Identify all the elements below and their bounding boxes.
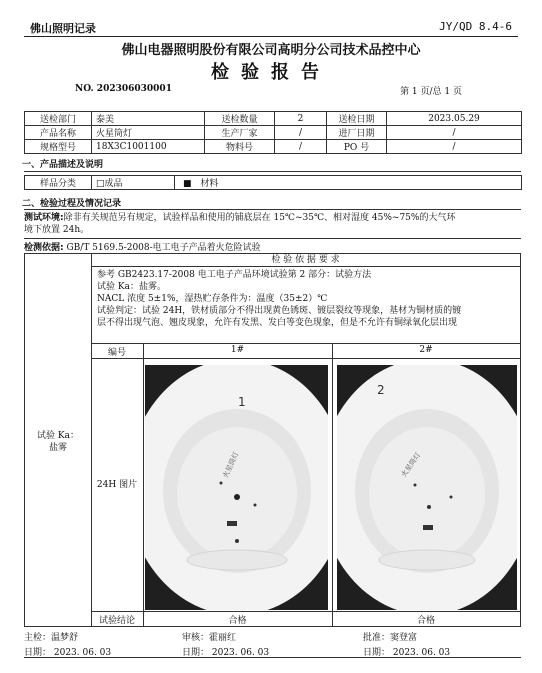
cell-value: 18X3C1001100 xyxy=(92,140,205,154)
inspector: 主检：温梦舒 xyxy=(24,633,79,643)
col-number-label: 编号 xyxy=(107,348,126,358)
test-type-line-1: 试验 Ka： xyxy=(37,431,79,441)
sample-class-table xyxy=(24,175,522,190)
requirements-text xyxy=(97,269,516,329)
req-line: 层不得出现气泡、翘皮现象，允许有发黑、发白等变色现象，但是不允许有铜绿氧化层出现 xyxy=(97,318,458,328)
row-divider xyxy=(91,611,520,612)
env-label: 测试环境: xyxy=(24,213,64,223)
divider xyxy=(24,209,521,210)
page-info: 第 1 页/总 1 页 xyxy=(400,87,462,97)
req-line: NACL 浓度 5±1%，湿热贮存条件为：温度（35±2）℃ xyxy=(97,294,328,304)
document-code: JY/QD 8.4-6 xyxy=(439,20,512,33)
company-short-name: 佛山照明记录 xyxy=(30,22,96,35)
result-1: 合格 xyxy=(228,616,247,626)
handwritten-label-2: 火星筒灯 xyxy=(399,451,423,479)
test-table xyxy=(24,253,521,627)
cell-value: / xyxy=(387,126,522,140)
bottom-divider xyxy=(24,657,521,658)
cell-label: PO 号 xyxy=(327,140,387,154)
cell-value: / xyxy=(387,140,522,154)
approver: 批准：窦登富 xyxy=(363,633,418,643)
col-divider xyxy=(143,343,144,626)
env-text-1: 除非有关规范另有规定，试验样品和使用的铺底层在 15℃~35℃、相对湿度 45%~75%的大气环 xyxy=(63,213,456,223)
handwritten-label-1: 火星筒灯 xyxy=(221,450,241,480)
result-2: 合格 xyxy=(416,616,435,626)
cell-value: 泰美 xyxy=(92,112,205,126)
reviewer-date: 日期： 2023. 06. 03 xyxy=(182,648,270,658)
test-basis xyxy=(24,240,521,253)
section-1-title: 一、产品描述及说明 xyxy=(22,160,104,170)
table-row xyxy=(25,140,522,154)
test-environment xyxy=(24,212,521,236)
header-divider xyxy=(24,36,518,37)
cell-value: / xyxy=(275,140,327,154)
downlight-image xyxy=(145,365,328,610)
sample-1-photo xyxy=(145,365,328,610)
option-finished: □成品 xyxy=(92,176,175,190)
checked-box-icon: ■ xyxy=(183,179,192,189)
env-text-2: 境下放置 24h。 xyxy=(24,225,90,235)
section-2-title: 二、检验过程及情况记录 xyxy=(22,199,122,209)
cell-label: 进厂日期 xyxy=(327,126,387,140)
col-divider xyxy=(332,343,333,626)
req-line: 参考 GB2423.17-2008 电工电子产品环境试验第 2 部分：试验方法 xyxy=(97,270,372,280)
downlight-image xyxy=(337,365,517,610)
cell-value: 2023.05.29 xyxy=(387,112,522,126)
cell-value: 火星筒灯 xyxy=(92,126,205,140)
report-number: NO. 202306030001 xyxy=(75,84,172,94)
sample-1-label: 1# xyxy=(230,345,245,355)
test-type-label xyxy=(25,430,91,454)
reviewer: 审核：霍丽红 xyxy=(182,633,237,643)
approver-date: 日期： 2023. 06. 03 xyxy=(363,648,451,658)
photo-label: 24H 图片 xyxy=(96,480,138,490)
cell-label: 物料号 xyxy=(205,140,275,154)
col-divider xyxy=(91,254,92,626)
handwritten-number-1: 1 xyxy=(238,395,246,409)
cell-label: 送检数量 xyxy=(205,112,275,126)
report-title: 检验报告 xyxy=(211,62,331,83)
req-line: 试验 Ka：盐雾。 xyxy=(97,282,166,292)
cell-label: 产品名称 xyxy=(25,126,92,140)
signature-area xyxy=(24,627,521,657)
req-line: 试验判定：试验 24H，铁材质部分不得出现黄色锈斑、镀层裂纹等现象，基材为铜材质的镀 xyxy=(97,306,462,316)
option-material-label: 材料 xyxy=(200,179,219,189)
option-material xyxy=(175,176,522,190)
table-row xyxy=(25,126,522,140)
cell-label: 送检部门 xyxy=(25,112,92,126)
cell-label: 送检日期 xyxy=(327,112,387,126)
cell-value: / xyxy=(275,126,327,140)
sample-2-photo xyxy=(337,365,517,610)
table-row xyxy=(25,112,522,126)
row-divider xyxy=(91,358,520,359)
requirements-header: 检 验 依 据 要 求 xyxy=(91,254,520,267)
handwritten-number-2: 2 xyxy=(377,383,385,397)
info-table xyxy=(24,111,522,154)
divider xyxy=(24,171,521,172)
basis-text: GB/T 5169.5-2008-电工电子产品着火危险试验 xyxy=(66,243,261,253)
cell-label: 生产厂家 xyxy=(205,126,275,140)
inspector-date: 日期： 2023. 06. 03 xyxy=(24,648,112,658)
cell-value: 2 xyxy=(275,112,327,126)
sample-class-label: 样品分类 xyxy=(25,176,92,190)
divider xyxy=(24,238,521,239)
conclusion-label: 试验结论 xyxy=(98,616,135,626)
sample-2-label: 2# xyxy=(419,345,433,355)
company-full-name: 佛山电器照明股份有限公司高明分公司技术品控中心 xyxy=(121,43,421,58)
test-type-line-2: 盐雾 xyxy=(48,443,67,453)
cell-label: 规格型号 xyxy=(25,140,92,154)
basis-label: 检测依据: xyxy=(24,243,64,253)
row-divider xyxy=(91,343,520,344)
